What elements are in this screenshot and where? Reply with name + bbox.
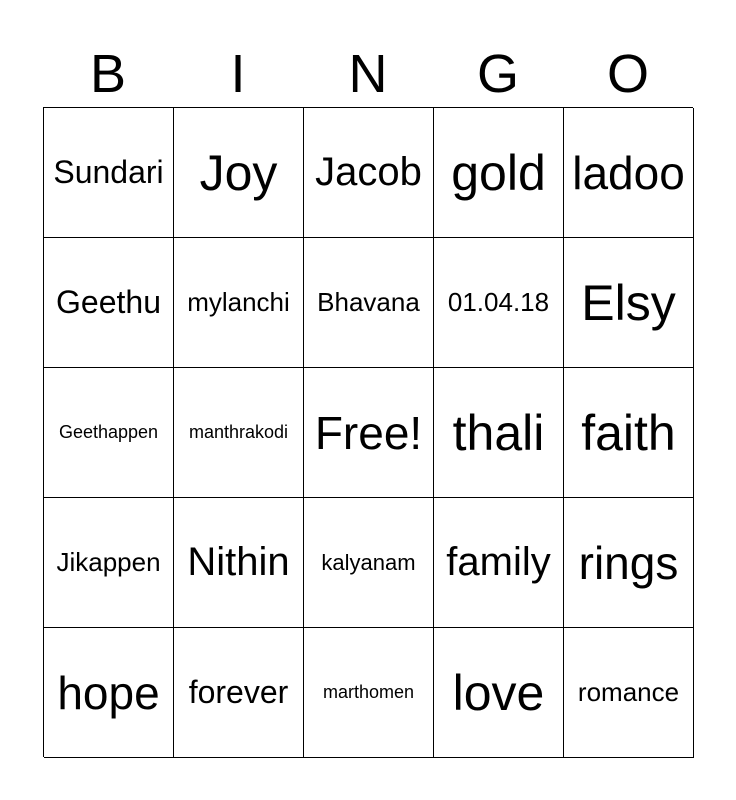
bingo-cell[interactable]: gold bbox=[434, 108, 564, 238]
header-letter-b: B bbox=[89, 44, 127, 104]
bingo-header bbox=[43, 42, 693, 106]
bingo-cell[interactable]: love bbox=[434, 628, 564, 758]
bingo-cell[interactable]: rings bbox=[564, 498, 694, 628]
bingo-cell[interactable]: marthomen bbox=[304, 628, 434, 758]
bingo-cell[interactable]: hope bbox=[44, 628, 174, 758]
bingo-cell[interactable]: Jikappen bbox=[44, 498, 174, 628]
bingo-cell[interactable]: romance bbox=[564, 628, 694, 758]
bingo-card-grid bbox=[43, 107, 693, 757]
bingo-cell[interactable]: faith bbox=[564, 368, 694, 498]
free-space-cell[interactable]: Free! bbox=[304, 368, 434, 498]
bingo-cell[interactable]: Bhavana bbox=[304, 238, 434, 368]
bingo-cell[interactable]: Jacob bbox=[304, 108, 434, 238]
header-letter-n: N bbox=[348, 44, 388, 104]
header-letter-o: O bbox=[606, 44, 649, 104]
bingo-cell[interactable]: manthrakodi bbox=[174, 368, 304, 498]
bingo-cell[interactable]: Geethu bbox=[44, 238, 174, 368]
bingo-cell[interactable]: family bbox=[434, 498, 564, 628]
bingo-cell[interactable]: mylanchi bbox=[174, 238, 304, 368]
bingo-cell[interactable]: forever bbox=[174, 628, 304, 758]
bingo-cell[interactable]: Nithin bbox=[174, 498, 304, 628]
bingo-cell[interactable]: kalyanam bbox=[304, 498, 434, 628]
bingo-cell[interactable]: Elsy bbox=[564, 238, 694, 368]
header-letter-i: I bbox=[230, 44, 246, 104]
bingo-cell[interactable]: 01.04.18 bbox=[434, 238, 564, 368]
bingo-cell[interactable]: thali bbox=[434, 368, 564, 498]
bingo-cell[interactable]: Joy bbox=[174, 108, 304, 238]
bingo-cell[interactable]: ladoo bbox=[564, 108, 694, 238]
bingo-cell[interactable]: Geethappen bbox=[44, 368, 174, 498]
bingo-cell[interactable]: Sundari bbox=[44, 108, 174, 238]
header-letter-g: G bbox=[476, 44, 519, 104]
